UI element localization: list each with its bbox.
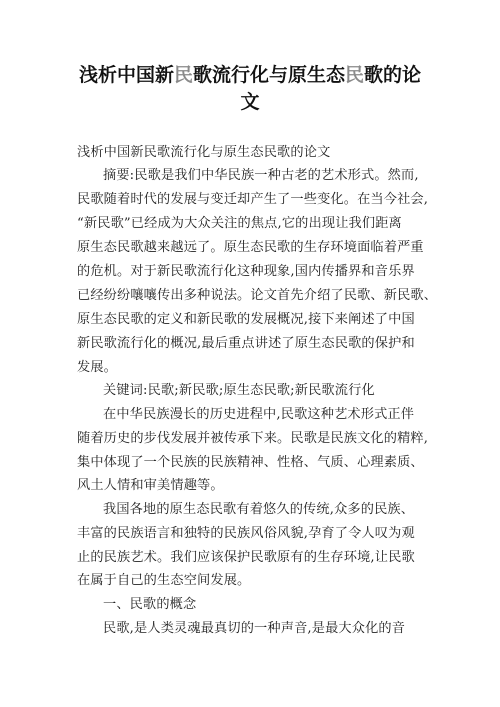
paragraph-line: 集中体现了一个民族的民族精神、性格、气质、心理素质、 <box>77 455 424 470</box>
paragraph-line: 我国各地的原生态民歌有着悠久的传统,众多的民族、 <box>103 502 415 517</box>
abstract-line: 原生态民歌的定义和新民歌的发展概况,接下来阐述了中国 <box>77 312 415 327</box>
abstract-line: 摘要:民歌是我们中华民族一种古老的艺术形式。然而, <box>103 168 419 183</box>
abstract-line: 的危机。对于新民歌流行化这种现象,国内传播界和音乐界 <box>77 264 415 279</box>
paragraph-line: 民歌,是人类灵魂最真切的一种声音,是最大众化的音 <box>103 621 406 636</box>
title-text-4: 文 <box>240 91 260 113</box>
paragraph-line: 在中华民族漫长的历史进程中,民歌这种艺术形式正伴 <box>103 407 415 422</box>
paragraph-line: 在属于自己的生态空间发展。 <box>77 573 251 588</box>
paragraph-line: 丰富的民族语言和独特的民族风俗风貌,孕育了令人叹为观 <box>77 526 415 541</box>
abstract-line: 已经纷纷嚷嚷传出多种说法。论文首先介绍了民歌、新民歌、 <box>77 288 438 303</box>
title-highlight-2: 民 <box>345 64 365 86</box>
section-heading: 一、民歌的概念 <box>103 597 197 612</box>
abstract-line: 原生态民歌越来越远了。原生态民歌的生存环境面临着严重 <box>77 240 424 255</box>
title-text-2: 歌流行化与原生态 <box>192 64 345 86</box>
keywords-line: 关键词:民歌;新民歌;原生态民歌;新民歌流行化 <box>103 383 375 398</box>
title-text-1: 浅析中国新 <box>78 64 174 86</box>
abstract-line: 新民歌流行化的概况,最后重点讲述了原生态民歌的保护和 <box>77 336 415 351</box>
abstract-line: 发展。 <box>77 360 118 375</box>
document-title <box>40 62 460 116</box>
paragraph-line: 止的民族艺术。我们应该保护民歌原有的生存环境,让民歌 <box>77 550 415 565</box>
title-text-3: 歌的论 <box>364 64 422 86</box>
abstract-line: 民歌随着时代的发展与变迁却产生了一些变化。在当今社会, <box>77 192 429 207</box>
paragraph-line: 随着历史的步伐发展并被传承下来。民歌是民族文化的精粹, <box>77 431 429 446</box>
abstract-line: “新民歌”已经成为大众关注的焦点,它的出现让我们距离 <box>77 216 402 231</box>
subtitle-line: 浅析中国新民歌流行化与原生态民歌的论文 <box>77 145 331 160</box>
title-highlight-1: 民 <box>173 64 193 86</box>
paragraph-line: 风土人情和审美情趣等。 <box>77 478 224 493</box>
